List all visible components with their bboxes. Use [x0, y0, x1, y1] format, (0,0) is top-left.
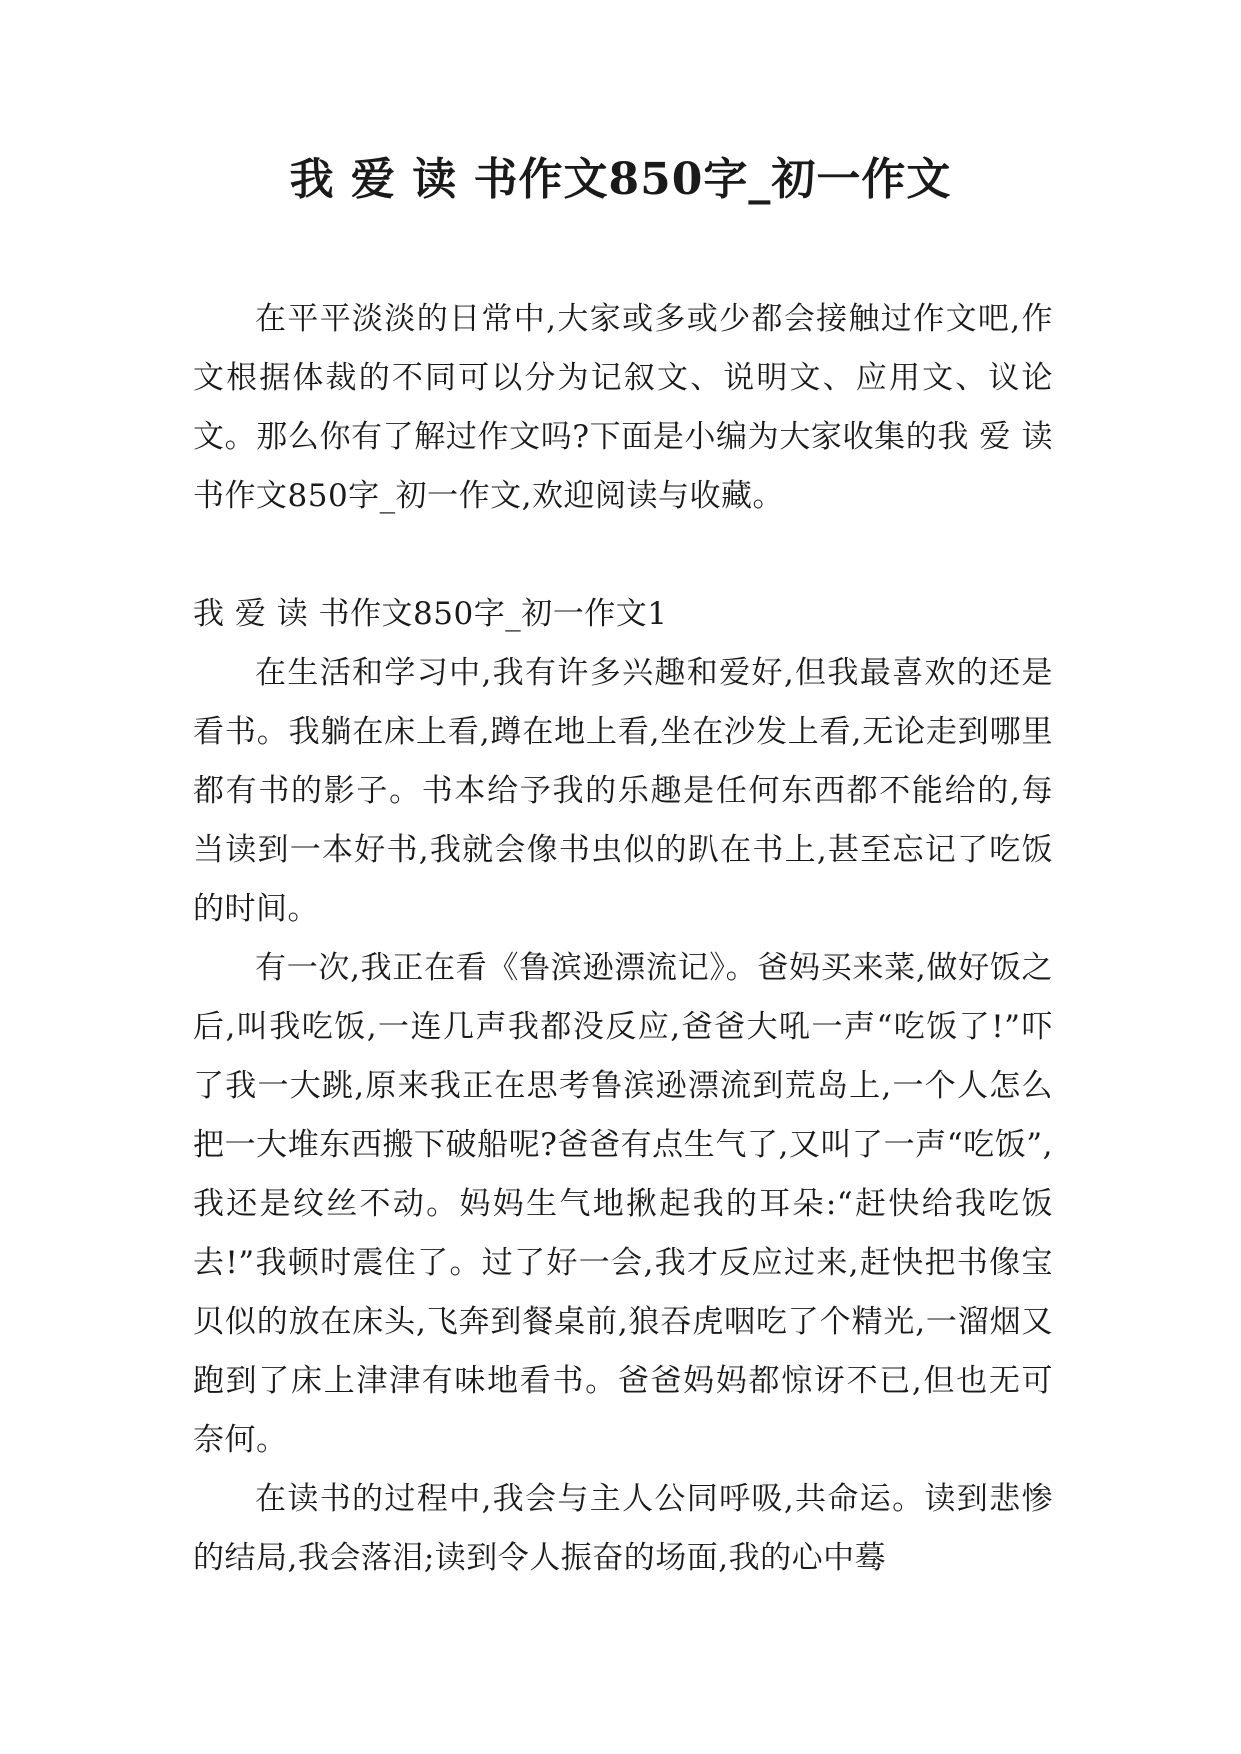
section-heading: 我 爱 读 书作文850字_初一作文1: [193, 596, 668, 632]
document-title: 我 爱 读 书作文850字_初一作文: [289, 154, 952, 205]
body-paragraph-2: 有一次,我正在看《鲁滨逊漂流记》。爸妈买来菜,做好饭之后,叫我吃饭,一连几声我都没反应,爸爸大吼一声“吃饭了!”吓了我一大跳,原来我正在思考鲁滨逊漂流到荒岛上,一个人怎么把一大堆东西搬下破船呢?爸爸有点生气了,又叫了一声“吃饭”,我还是纹丝不动。妈妈生气地揪起我的耳朵:“赶快给我吃饭去!”我顿时震住了。过了好一会,我才反应过来,赶快把书像宝贝似的放在床头,飞奔到餐桌前,狼吞虎咽吃了个精光,一溜烟又跑到了床上津津有味地看书。爸爸妈妈都惊讶不已,但也无可奈何。: [193, 950, 1053, 1458]
body-paragraph-3: 在读书的过程中,我会与主人公同呼吸,共命运。读到悲惨的结局,我会落泪;读到令人振奋的场面,我的心中蓦: [193, 1481, 1053, 1576]
intro-paragraph: 在平平淡淡的日常中,大家或多或少都会接触过作文吧,作文根据体裁的不同可以分为记叙文、说明文、应用文、议论文。那么你有了解过作文吗?下面是小编为大家收集的我 爱 读 书作文850字_初一作文,欢迎阅读与收藏。: [193, 301, 1053, 514]
body-paragraph-1: 在生活和学习中,我有许多兴趣和爱好,但我最喜欢的还是看书。我躺在床上看,蹲在地上看,坐在沙发上看,无论走到哪里都有书的影子。书本给予我的乐趣是任何东西都不能给的,每当读到一本好书,我就会像书虫似的趴在书上,甚至忘记了吃饭的时间。: [193, 655, 1053, 927]
document-body: [193, 290, 1053, 1588]
